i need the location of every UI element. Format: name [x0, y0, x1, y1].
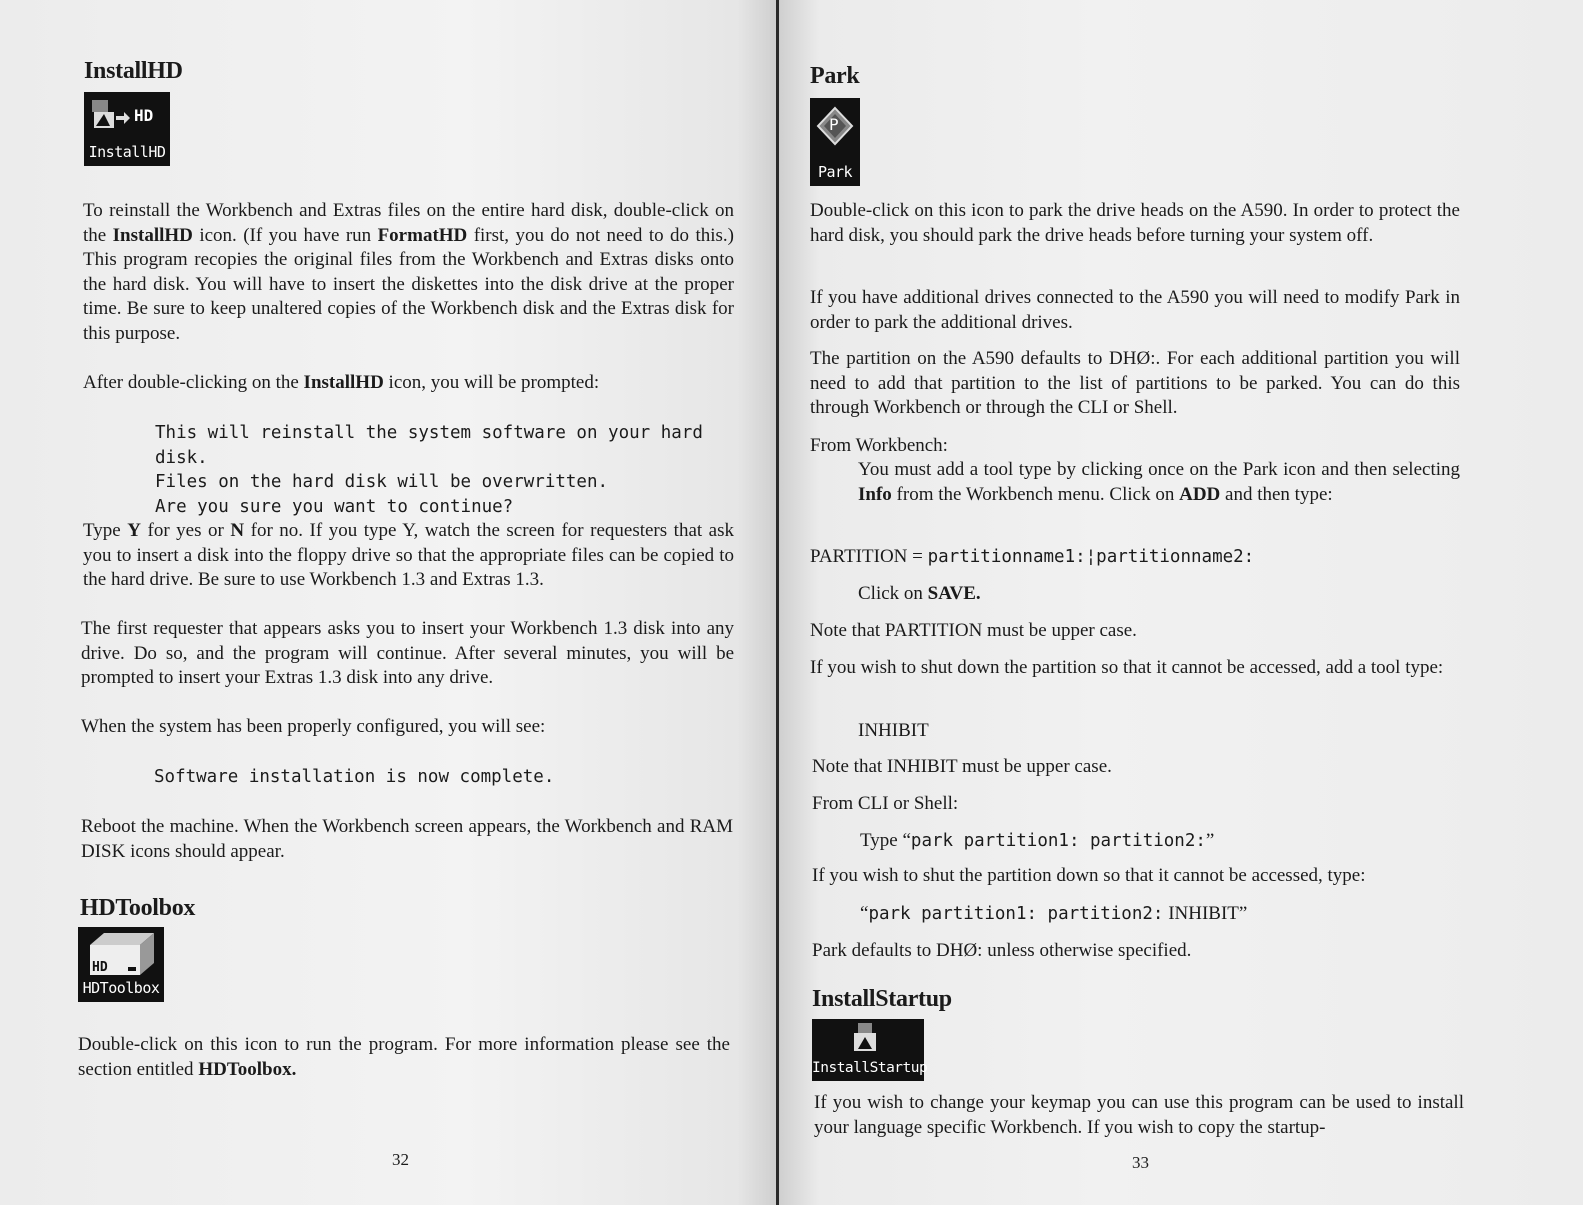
- workbench-instructions: You must add a tool type by clicking once on the Park icon and then selecting Info from the Workbench menu. Click on ADD and then type:: [858, 459, 1460, 505]
- park-icon-tag: P: [829, 115, 839, 134]
- partition-tooltype: PARTITION = partitionname1:¦partitionname2:: [810, 546, 1255, 567]
- left-page: [0, 0, 776, 1205]
- hdtoolbox-icon-tag: HD: [92, 960, 108, 975]
- park-para1: Double-click on this icon to park the drive heads on the A590. In order to protect the hard disk, you should park the drive heads before turning your system off.: [810, 200, 1460, 246]
- installhd-icon-tag: HD: [134, 106, 154, 125]
- cli-park-command: Type “park partition1: partition2:”: [860, 830, 1215, 851]
- note-partition-uppercase: Note that PARTITION must be upper case.: [810, 620, 1137, 641]
- page-number-right: 33: [1132, 1153, 1149, 1172]
- installhd-para5: When the system has been properly configured, you will see:: [81, 716, 546, 737]
- installhd-icon[interactable]: [84, 92, 170, 166]
- shut-down-para2: If you wish to shut the partition down so that it cannot be accessed, type:: [812, 865, 1366, 886]
- park-defaults-note: Park defaults to DHØ: unless otherwise specified.: [812, 940, 1192, 961]
- installhd-para3: Type Y for yes or N for no. If you type Y, watch the screen for requesters that ask you to insert a disk into the floppy drive so that the appropriate files can be copied to the hard drive. Be sure to use Workbench 1.3 and Extras 1.3.: [83, 520, 734, 590]
- shut-down-para1: If you wish to shut down the partition so that it cannot be accessed, add a tool type:: [810, 657, 1444, 678]
- prompt-line: Are you sure you want to continue?: [155, 496, 514, 517]
- installstartup-para: If you wish to change your keymap you can use this program can be used to install your language specific Workbench. If you wish to copy the startup-: [814, 1092, 1464, 1138]
- right-page: [779, 0, 1583, 1205]
- from-workbench-label: From Workbench:: [810, 435, 948, 456]
- installhd-complete-msg: Software installation is now complete.: [154, 767, 555, 787]
- installstartup-icon-label: InstallStartup: [812, 1060, 928, 1076]
- click-on-save: Click on SAVE.: [858, 583, 981, 604]
- installstartup-icon[interactable]: [812, 1019, 928, 1081]
- cli-inhibit-command: “park partition1: partition2: INHIBIT”: [860, 903, 1248, 924]
- prompt-line: This will reinstall the system software on your hard disk.: [155, 423, 703, 468]
- page-number-left: 32: [392, 1150, 409, 1169]
- installstartup-heading: InstallStartup: [812, 986, 952, 1012]
- installhd-prompt: [155, 421, 745, 519]
- park-para3: The partition on the A590 defaults to DHØ:. For each additional partition you will need to add that partition to the list of partitions to be parked. You can do this through Workbench or through the CLI or Shell.: [810, 348, 1460, 418]
- park-icon-label: Park: [817, 163, 853, 181]
- install-arrow-icon: [850, 1023, 884, 1053]
- installhd-para2: After double-clicking on the InstallHD icon, you will be prompted:: [83, 372, 600, 393]
- installhd-heading: InstallHD: [84, 58, 183, 84]
- note-inhibit-uppercase: Note that INHIBIT must be upper case.: [812, 756, 1112, 777]
- park-para2: If you have additional drives connected to the A590 you will need to modify Park in order to park the additional drives.: [810, 287, 1460, 333]
- park-heading: Park: [810, 63, 860, 89]
- hdtoolbox-heading: HDToolbox: [80, 895, 196, 921]
- installhd-icon-label: InstallHD: [88, 143, 166, 161]
- from-cli-label: From CLI or Shell:: [812, 793, 959, 814]
- hdtoolbox-para: Double-click on this icon to run the program. For more information please see the section entitled HDToolbox.: [78, 1034, 730, 1080]
- installhd-para4: The first requester that appears asks you to insert your Workbench 1.3 disk into any drive. Do so, and the program will continue. After several minutes, you will be prompted to insert your Extras 1.3 disk into any drive.: [81, 618, 734, 688]
- inhibit-tooltype: INHIBIT: [858, 720, 929, 741]
- installhd-para1: To reinstall the Workbench and Extras files on the entire hard disk, double-click on the InstallHD icon. (If you have run FormatHD first, you do not need to do this.) This program recopies the original files from the Workbench and Extras disks onto the hard disk. You will have to insert the diskettes into the disk drive at the proper time. Be sure to keep unaltered copies of the Workbench disk and the Extras disk for this purpose.: [83, 200, 734, 344]
- hdtoolbox-icon-label: HDToolbox: [82, 979, 160, 997]
- hdtoolbox-icon[interactable]: [78, 927, 164, 1002]
- installhd-para6: Reboot the machine. When the Workbench screen appears, the Workbench and RAM DISK icons should appear.: [81, 816, 733, 862]
- park-icon[interactable]: [810, 98, 860, 186]
- prompt-line: Files on the hard disk will be overwritten.: [155, 472, 609, 492]
